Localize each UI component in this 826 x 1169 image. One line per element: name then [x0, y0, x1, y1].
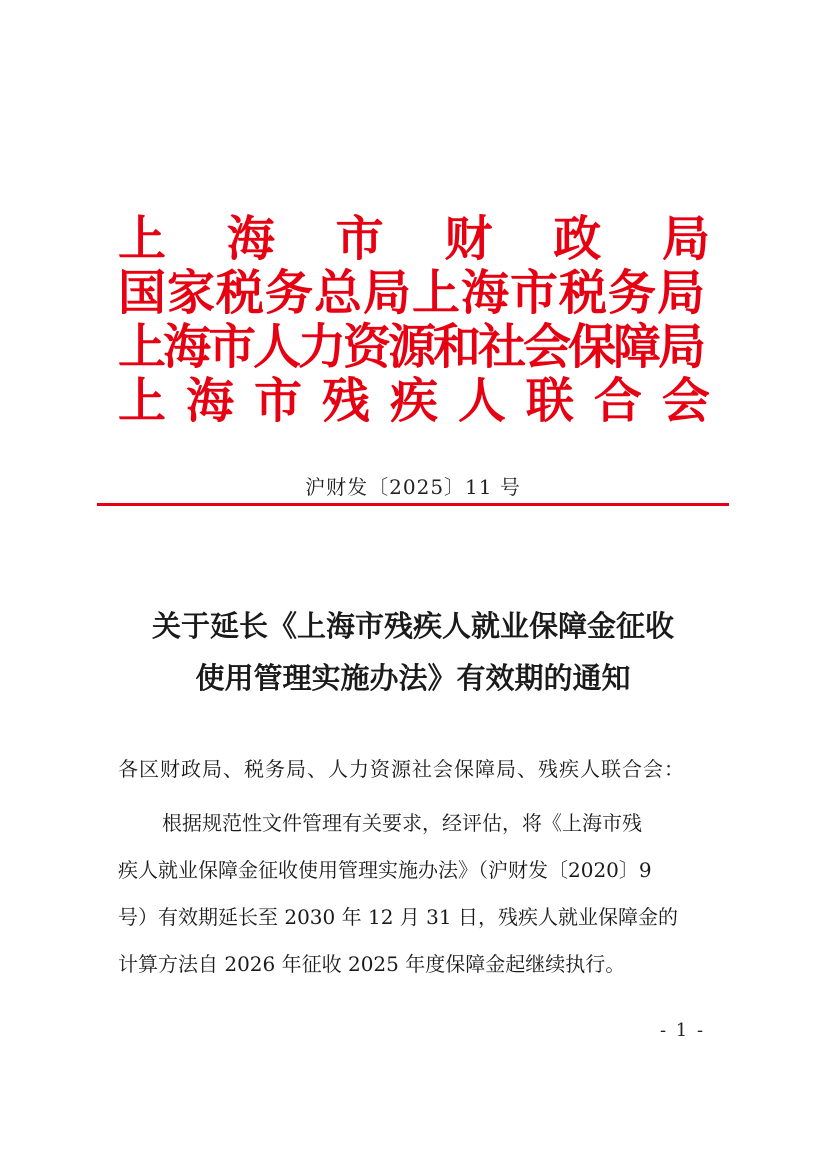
issuer-char: 政: [553, 211, 602, 267]
issuer-header: [118, 212, 710, 428]
issuer-char: 联: [525, 373, 574, 429]
body-paragraph: [118, 800, 714, 988]
issuer-char: 上: [118, 211, 167, 267]
issuer-char: 疾: [389, 373, 438, 429]
body-line: 计算方法自 2026 年征收 2025 年度保障金起继续执行。: [118, 952, 626, 976]
document-number: 沪财发〔2025〕11 号: [305, 475, 521, 499]
issuer-char: 海: [185, 373, 234, 429]
body-line: 疾人就业保障金征收使用管理实施办法》（沪财发〔2020〕9: [118, 858, 652, 882]
issuer-char: 上: [118, 373, 167, 429]
title-line-2: 使用管理实施办法》有效期的通知: [195, 661, 631, 695]
page-number: - 1 -: [660, 1020, 706, 1041]
issuer-line-hr-bureau: [118, 320, 710, 374]
issuer-char: 海: [226, 211, 275, 267]
title-line-1: 关于延长《上海市残疾人就业保障金征收: [151, 609, 674, 643]
body-line: 根据规范性文件管理有关要求，经评估，将《上海市残: [162, 811, 642, 835]
issuer-line-disabled-federation: [118, 374, 710, 428]
issuer-char: 人: [457, 373, 506, 429]
recipients-line: 各区财政局、税务局、人力资源社会保障局、残疾人联合会：: [118, 757, 685, 781]
issuer-char: 会: [661, 373, 710, 429]
issuer-char: 市: [253, 373, 302, 429]
red-divider-line: [97, 503, 729, 506]
issuer-char: 合: [593, 373, 642, 429]
document-title: [0, 600, 826, 704]
body-line: 号）有效期延长至 2030 年 12 月 31 日，残疾人就业保障金的: [118, 905, 678, 929]
issuer-text: 上海市人力资源和社会保障局: [118, 319, 704, 375]
issuer-char: 残: [321, 373, 370, 429]
issuer-char: 财: [444, 211, 493, 267]
issuer-text: 国家税务总局上海市税务局: [118, 265, 707, 321]
issuer-char: 市: [335, 211, 384, 267]
issuer-line-tax-bureau: [118, 266, 710, 320]
issuer-line-finance-bureau: [118, 212, 710, 266]
issuer-char: 局: [661, 211, 710, 267]
